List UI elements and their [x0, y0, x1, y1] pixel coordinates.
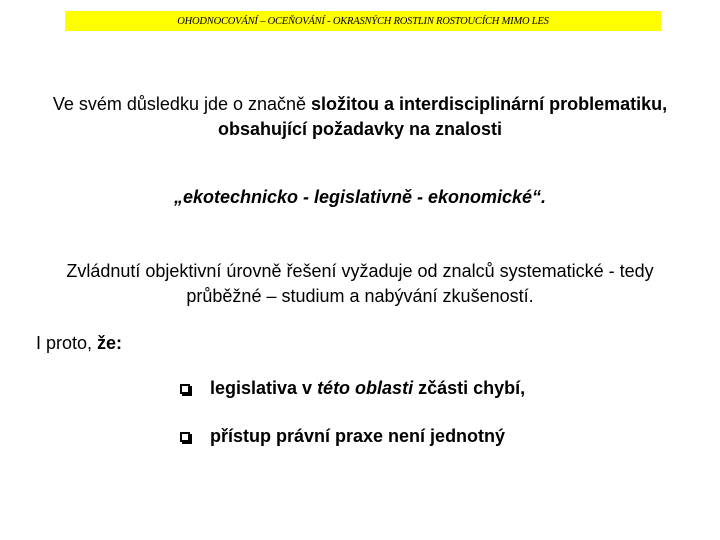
- square-bullet-icon: [180, 432, 190, 442]
- intro-bold-text: složitou a interdisciplinární problematiku, obsahující požadavky na znalosti: [217, 94, 668, 139]
- bullet-1-text: [210, 378, 525, 399]
- bullet-1-normal: legislativa v: [210, 378, 318, 398]
- reason-intro-normal: I proto,: [36, 333, 98, 353]
- header-bar: [65, 11, 661, 31]
- bullet-item-2: [180, 426, 505, 447]
- requirement-paragraph: Zvládnutí objektivní úrovně řešení vyžaduje od znalců systematické - tedy průběžné – studium a nabývání zkušeností.: [66, 261, 654, 306]
- bullet-1-italic: této oblasti: [317, 378, 414, 398]
- header-title: OHODNOCOVÁNÍ – OCEŇOVÁNÍ - OKRASNÝCH ROSTLIN ROSTOUCÍCH MIMO LES: [177, 15, 549, 27]
- emphasis-line: „ekotechnicko - legislativně - ekonomické“.: [173, 187, 547, 207]
- bullet-item-1: [180, 378, 525, 399]
- intro-normal-text: Ve svém důsledku jde o značně: [52, 94, 312, 114]
- bullet-2-text: přístup právní praxe není jednotný: [210, 426, 506, 446]
- reason-intro-bold: že:: [97, 333, 123, 353]
- square-bullet-icon: [180, 384, 190, 394]
- bullet-1-rest: zčásti chybí,: [413, 378, 526, 398]
- intro-paragraph: [40, 92, 680, 142]
- reason-intro: [36, 331, 122, 356]
